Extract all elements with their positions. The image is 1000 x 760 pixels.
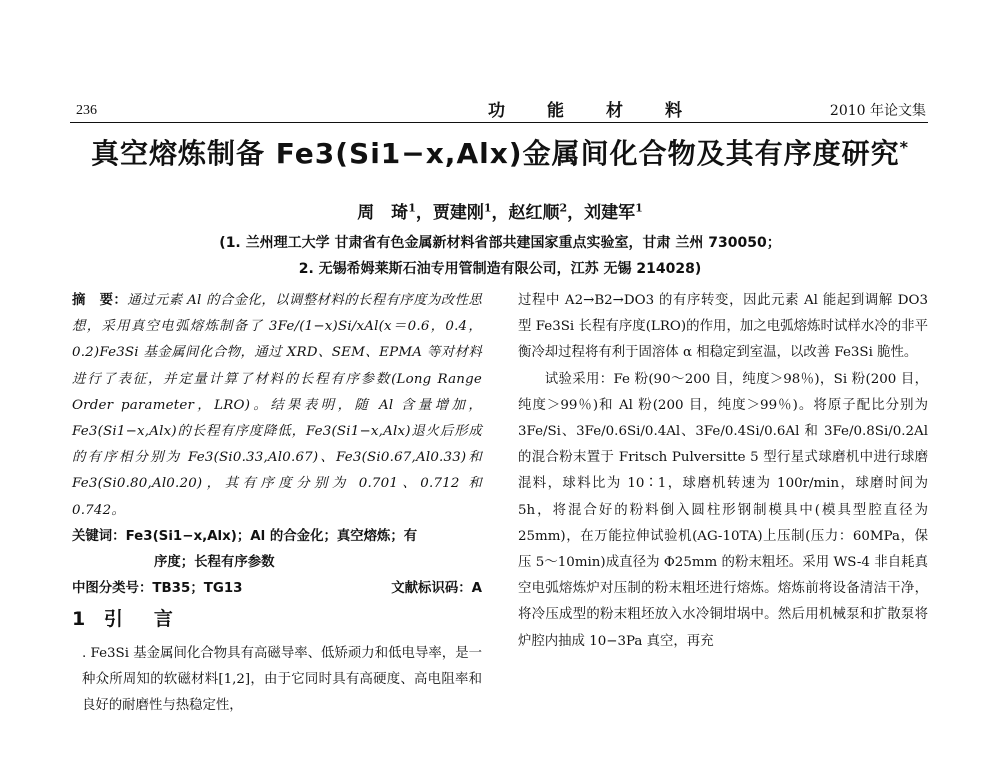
left-column xyxy=(72,288,482,719)
clc-value: TB35；TG13 xyxy=(152,581,243,597)
clc-label: 中图分类号： xyxy=(72,581,153,597)
author-name: 周 琦 xyxy=(357,203,409,223)
abstract-label: 摘 要： xyxy=(72,293,128,308)
journal-name: 功能材料 xyxy=(488,101,724,121)
page-number: 236 xyxy=(76,103,97,118)
affiliation-line: 2. 无锡希姆莱斯石油专用管制造有限公司，江苏 无锡 214028) xyxy=(298,261,702,277)
keywords-continuation: 序度；长程有序参数 xyxy=(154,555,275,571)
title-footnote-mark: * xyxy=(899,137,909,157)
keywords-text: Fe3(Si1−x,Alx)；Al 的合金化；真空熔炼；有 xyxy=(125,528,418,544)
classification-line xyxy=(72,576,482,602)
keywords xyxy=(72,524,482,550)
section-number: 1 xyxy=(72,608,92,631)
document-code xyxy=(391,576,482,602)
body-paragraph: 试验采用：Fe 粉(90～200 目，纯度＞98％)，Si 粉(200 目，纯度＞99％)和 Al 粉(200 目，纯度＞99％)。将原子配比分别为 3Fe/Si、3Fe/0.6Si/0.4Al、3Fe/0.4Si/0.6Al 和 3Fe/0.8Si/0.2Al 的混合粉末置于 Fritsch Pulversitte 5 型行星式球磨机中进行球磨混料，球料比为 10∶1，球磨机转速为 100r/min，球磨时间为 5h，将混合好的粉料倒入圆柱形钢制模具中(模具型腔直径为 25mm)，在万能拉伸试验机(AG-10TA)上压制(压力：60MPa，保压 5～10min)成直径为 Φ25mm 的粉末粗坯。采用 WS-4 非自耗真空电弧熔炼炉对压制的粉末粗坯进行熔炼。熔炼前将设备清洁干净，将冷压成型的粉末粗坯放入水冷铜坩埚中。然后用机械泵和扩散泵将炉腔内抽成 10−3Pa 真空，再充 xyxy=(518,371,928,649)
keywords-label: 关键词： xyxy=(72,528,126,544)
author-name: 贾建刚 xyxy=(432,203,484,223)
author-affiliation-mark: 1 xyxy=(408,201,416,215)
intro-paragraph: . Fe3Si 基金属间化合物具有高磁导率、低矫顽力和低电导率，是一种众所周知的软磁材料[1,2]，由于它同时具有高硬度、高电阻率和良好的耐磨性与热稳定性， xyxy=(82,645,482,714)
body-paragraph: 过程中 A2→B2→DO3 的有序转变，因此元素 Al 能起到调解 DO3 型 Fe3Si 长程有序度(LRO)的作用，加之电弧熔炼时试样水冷的非平衡冷却过程将有利于固溶体 α 相稳定到室温，以改善 Fe3Si 脆性。 xyxy=(518,293,928,361)
article-title xyxy=(0,132,1000,172)
author-name: 赵红顺 xyxy=(508,203,560,223)
article-title-text: 真空熔炼制备 Fe3(Si1−x,Alx)金属间化合物及其有序度研究 xyxy=(91,137,900,170)
author-affiliation-mark: 1 xyxy=(635,201,643,215)
doc-value: A xyxy=(471,581,482,597)
clc-number xyxy=(72,576,242,602)
author-list: 周 琦$^1$，贾建刚$^1$，赵红顺$^2$，刘建军$^1$ xyxy=(357,201,643,223)
author-affiliation-mark: 1 xyxy=(483,201,492,215)
affiliation-line: (1. 兰州理工大学 甘肃省有色金属新材料省部共建国家重点实验室，甘肃 兰州 730050； xyxy=(219,235,781,251)
abstract-text: 通过元素 Al 的合金化，以调整材料的长程有序度为改性思想，采用真空电弧熔炼制备了 3Fe/(1−x)Si/xAl(x＝0.6，0.4，0.2)Fe3Si 基金属间化合物，通过 XRD、SEM、EPMA 等对材料进行了表征，并定量计算了材料的长程有序参数(Long Range Order parameter，LRO)。结果表明，随 Al 含量增加，Fe3(Si1−x,Alx)的长程有序度降低，Fe3(Si1−x,Alx)退火后形成的有序相分别为 Fe3(Si0.33,Al0.67)、Fe3(Si0.67,Al0.33)和 Fe3(Si0.80,Al0.20)，其有序度分别为 0.701、0.712 和 0.742。 xyxy=(72,293,482,518)
page-header xyxy=(70,100,928,123)
issue-label: 2010 年论文集 xyxy=(829,103,926,119)
section-heading xyxy=(72,606,482,632)
author-name: 刘建军 xyxy=(584,203,636,223)
doc-label: 文献标识码： xyxy=(391,581,472,597)
right-column xyxy=(518,288,928,655)
author-affiliation-mark: 2 xyxy=(559,201,568,215)
section-title: 引 言 xyxy=(103,608,179,631)
abstract xyxy=(72,288,482,524)
